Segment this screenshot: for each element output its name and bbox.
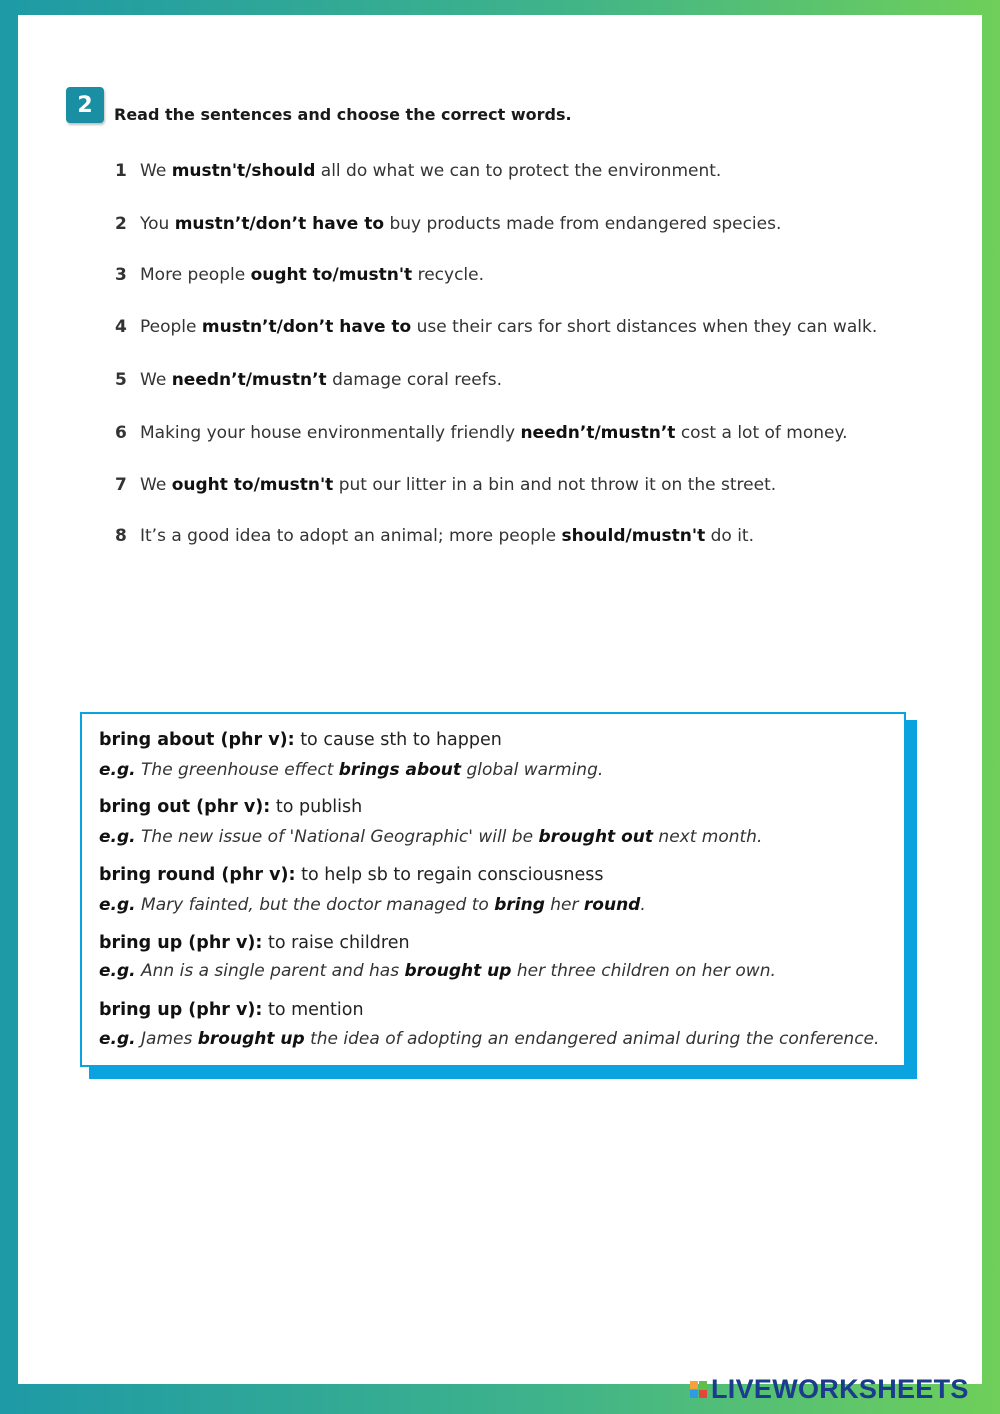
example-label: e.g. — [99, 1029, 136, 1049]
example-text: the idea of adopting an endangered animal during the conference. — [304, 1029, 880, 1049]
sentence-text: More people — [140, 265, 251, 285]
word-choice[interactable]: needn’t/mustn’t — [520, 423, 676, 443]
vocab-example-3 — [99, 895, 646, 915]
example-label: e.g. — [99, 827, 136, 847]
logo-square-e — [699, 1390, 707, 1398]
vocab-definition: to mention — [262, 1000, 364, 1020]
example-label: e.g. — [99, 961, 136, 981]
logo-mark-icon — [690, 1381, 707, 1398]
sentence-number: 7 — [115, 475, 127, 495]
example-text: next month. — [653, 827, 763, 847]
sentence-text: recycle. — [412, 265, 485, 285]
example-text: The greenhouse effect — [135, 760, 339, 780]
sentence-text: You — [140, 214, 175, 234]
example-highlight: bring — [494, 895, 545, 915]
word-choice[interactable]: mustn’t/don’t have to — [201, 317, 412, 337]
sentence-text: People — [140, 317, 202, 337]
example-highlight: brought out — [538, 827, 654, 847]
example-text: . — [640, 895, 646, 915]
exercise-number: 2 — [77, 92, 93, 118]
vocabulary-box — [80, 712, 906, 1067]
sentence-number: 4 — [115, 317, 127, 337]
example-highlight: brought up — [197, 1029, 305, 1049]
sentence-8 — [115, 526, 754, 546]
vocab-headword: bring up (phr v): — [99, 1000, 263, 1020]
vocab-headword: bring round (phr v): — [99, 865, 296, 885]
sentence-text: do it. — [705, 526, 754, 546]
sentence-text: cost a lot of money. — [675, 423, 848, 443]
example-label: e.g. — [99, 895, 136, 915]
vocab-example-2 — [99, 827, 762, 847]
logo-square-l — [690, 1381, 698, 1389]
sentence-text: all do what we can to protect the environment. — [315, 161, 722, 181]
vocab-definition: to help sb to regain consciousness — [295, 865, 604, 885]
sentence-number: 1 — [115, 161, 127, 181]
vocab-entry-2 — [99, 797, 362, 817]
vocab-example-5 — [99, 1029, 879, 1049]
worksheet-page — [18, 15, 982, 1384]
vocab-definition: to raise children — [262, 933, 410, 953]
sentence-text: damage coral reefs. — [326, 370, 502, 390]
vocab-entry-5 — [99, 1000, 364, 1020]
sentence-2 — [115, 214, 781, 234]
sentence-6 — [115, 423, 848, 443]
vocab-definition: to publish — [270, 797, 363, 817]
vocab-headword: bring up (phr v): — [99, 933, 263, 953]
sentence-3 — [115, 265, 484, 285]
word-choice[interactable]: ought to/mustn't — [250, 265, 413, 285]
sentence-number: 6 — [115, 423, 127, 443]
sentence-number: 3 — [115, 265, 127, 285]
example-text: her three children on her own. — [511, 961, 776, 981]
vocab-example-4 — [99, 961, 776, 981]
example-label: e.g. — [99, 760, 136, 780]
sentence-text: It’s a good idea to adopt an animal; more people — [140, 526, 562, 546]
liveworksheets-logo[interactable] — [690, 1374, 969, 1405]
example-highlight: brings about — [338, 760, 462, 780]
example-text: Mary fainted, but the doctor managed to — [135, 895, 495, 915]
word-choice[interactable]: ought to/mustn't — [171, 475, 334, 495]
example-text: her — [544, 895, 584, 915]
sentence-text: buy products made from endangered species. — [384, 214, 782, 234]
sentence-number: 2 — [115, 214, 127, 234]
vocab-definition: to cause sth to happen — [294, 730, 502, 750]
logo-text: LIVEWORKSHEETS — [711, 1374, 969, 1404]
sentence-number: 5 — [115, 370, 127, 390]
sentence-number: 8 — [115, 526, 127, 546]
vocab-example-1 — [99, 760, 603, 780]
vocab-entry-4 — [99, 933, 410, 953]
logo-square-i — [699, 1381, 707, 1389]
word-choice[interactable]: mustn't/should — [171, 161, 316, 181]
example-highlight: round — [583, 895, 641, 915]
word-choice[interactable]: mustn’t/don’t have to — [174, 214, 385, 234]
sentence-text: put our litter in a bin and not throw it on the street. — [333, 475, 777, 495]
example-text: The new issue of 'National Geographic' will be — [135, 827, 539, 847]
sentence-4 — [115, 317, 877, 337]
example-text: Ann is a single parent and has — [135, 961, 405, 981]
vocab-headword: bring out (phr v): — [99, 797, 271, 817]
vocab-headword: bring about (phr v): — [99, 730, 295, 750]
sentence-text: Making your house environmentally friendly — [140, 423, 521, 443]
word-choice[interactable]: should/mustn't — [561, 526, 706, 546]
exercise-instruction: Read the sentences and choose the correct words. — [114, 105, 572, 124]
logo-square-v — [690, 1390, 698, 1398]
sentence-7 — [115, 475, 776, 495]
sentence-text: use their cars for short distances when they can walk. — [411, 317, 878, 337]
sentence-text: We — [140, 475, 172, 495]
sentence-text: We — [140, 161, 172, 181]
example-highlight: brought up — [404, 961, 512, 981]
word-choice[interactable]: needn’t/mustn’t — [171, 370, 327, 390]
sentence-5 — [115, 370, 502, 390]
sentence-1 — [115, 161, 721, 181]
example-text: global warming. — [461, 760, 604, 780]
sentence-text: We — [140, 370, 172, 390]
exercise-number-badge — [66, 87, 104, 123]
vocab-entry-1 — [99, 730, 502, 750]
example-text: James — [135, 1029, 198, 1049]
vocab-entry-3 — [99, 865, 604, 885]
